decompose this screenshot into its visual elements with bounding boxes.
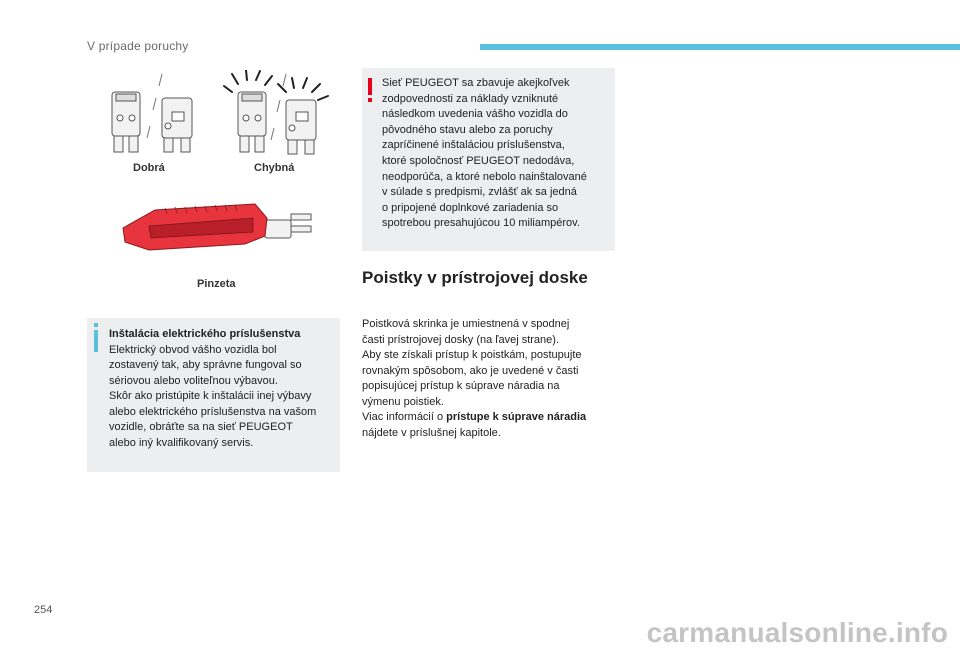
body-line-reference — [362, 410, 622, 426]
warning-line: zodpovednosti za náklady vzniknuté — [382, 92, 559, 105]
info-line: sériovou alebo voliteľnou výbavou. — [109, 374, 278, 387]
info-line: alebo elektrického príslušenstva na vašom — [109, 405, 317, 418]
warning-icon-dot — [368, 98, 372, 102]
info-box — [87, 318, 340, 472]
body-line-prefix: Viac informácií o — [362, 411, 447, 423]
warning-line: pôvodného stavu alebo za poruchy — [382, 123, 553, 136]
warning-line: ktoré spoločnosť PEUGEOT nedodáva, — [382, 154, 575, 167]
tweezers-label: Pinzeta — [197, 278, 236, 290]
body-line: výmenu poistiek. — [362, 395, 444, 408]
body-line: časti prístrojovej dosky (na ľavej strane). — [362, 333, 560, 346]
warning-line: spotrebou presahujúcou 10 miliampérov. — [382, 217, 580, 230]
info-icon-bar — [94, 330, 98, 352]
section-title: V prípade poruchy — [87, 39, 189, 53]
warning-line: neodporúča, a ktoré nebolo nainštalované — [382, 170, 587, 183]
section-body — [362, 317, 622, 441]
info-line: Elektrický obvod vášho vozidla bol — [109, 343, 277, 356]
warning-icon — [368, 78, 372, 95]
bad-fuse-label: Chybná — [254, 162, 295, 174]
warning-line: Sieť PEUGEOT sa zbavuje akejkoľvek — [382, 77, 570, 89]
section-heading: Poistky v prístrojovej doske — [362, 268, 588, 287]
good-fuse-front — [112, 92, 140, 152]
page-number: 254 — [34, 604, 53, 616]
body-line-bold-link: prístupe k súprave náradia — [446, 411, 587, 423]
warning-box — [362, 68, 615, 251]
warning-line: následkom uvedenia vášho vozidla do — [382, 108, 568, 121]
warning-line: o pripojené doplnkové zariadenia so — [382, 201, 559, 214]
good-fuse-label: Dobrá — [133, 162, 165, 174]
warning-line: zapríčinené inštaláciou príslušenstva, — [382, 139, 565, 152]
good-fuse-side — [162, 98, 192, 152]
warning-line: v súlade s predpismi, zvlášť ak sa jedná — [382, 186, 577, 199]
info-line: Skôr ako pristúpite k inštalácii inej výbavy — [109, 390, 312, 402]
info-icon — [94, 323, 98, 327]
info-box-content — [109, 327, 337, 451]
body-line: popisujúcej prístup k súprave náradia na — [362, 380, 560, 392]
watermark: carmanualsonline.info — [646, 617, 948, 648]
body-line: Poistková skrinka je umiestnená v spodnej — [362, 318, 570, 330]
tweezers-illustration — [115, 198, 325, 258]
info-line: alebo iný kvalifikovaný servis. — [109, 436, 254, 449]
bad-fuse-side — [286, 100, 316, 154]
fuse-in-tweezers — [265, 214, 311, 238]
info-line: zostavený tak, aby správne fungoval so — [109, 359, 302, 371]
info-line: vozidle, obráťte sa na sieť PEUGEOT — [109, 421, 293, 433]
bad-fuse-front — [238, 92, 266, 152]
body-line: Aby ste získali prístup k poistkám, postupujte — [362, 349, 582, 361]
body-line: nájdete v príslušnej kapitole. — [362, 426, 501, 439]
header-accent-bar — [480, 44, 960, 50]
info-box-title: Inštalácia elektrického príslušenstva — [109, 328, 301, 340]
warning-box-content — [382, 76, 612, 232]
body-line: rovnakým spôsobom, ako je uvedené v časti — [362, 364, 579, 377]
